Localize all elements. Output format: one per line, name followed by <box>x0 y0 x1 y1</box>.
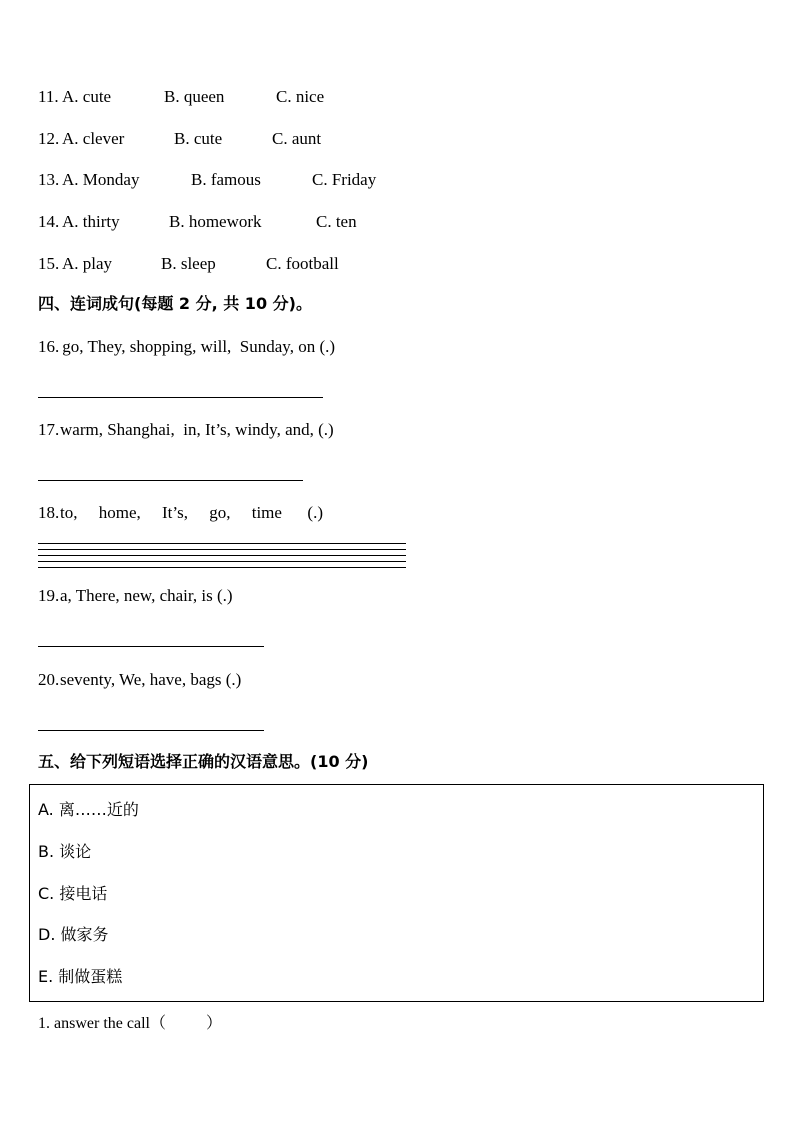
answer-line[interactable] <box>38 567 406 568</box>
scrambled-words: to, home, It’s, go, time (.) <box>60 503 324 522</box>
option-c: C. nice <box>276 87 325 106</box>
question-number: 16. <box>38 337 60 356</box>
option-a-text: A. 离……近的 <box>38 800 139 819</box>
scrambled-words: a, There, new, chair, is (.) <box>60 586 233 605</box>
answer-line[interactable] <box>38 730 264 731</box>
option-a: A. play <box>62 254 113 273</box>
option-c: C. ten <box>316 212 357 231</box>
option-d-text: D. 做家务 <box>38 925 109 944</box>
answer-line[interactable] <box>38 555 406 556</box>
option-b: B. cute <box>174 129 223 148</box>
answer-line[interactable] <box>38 397 323 398</box>
question-number: 15. <box>38 254 60 273</box>
question-number: 12. <box>38 129 60 148</box>
question-number: 14. <box>38 212 60 231</box>
options-box <box>29 784 764 1002</box>
option-c: C. Friday <box>312 170 377 189</box>
answer-line[interactable] <box>38 543 406 544</box>
option-a: A. cute <box>62 87 112 106</box>
option-b: B. famous <box>191 170 261 189</box>
answer-line[interactable] <box>38 561 406 562</box>
option-c: C. football <box>266 254 339 273</box>
question-number: 20. <box>38 670 60 689</box>
answer-line[interactable] <box>38 646 264 647</box>
option-b: B. homework <box>169 212 262 231</box>
question-number: 18. <box>38 503 60 522</box>
scrambled-words: go, They, shopping, will, Sunday, on (.) <box>58 337 336 356</box>
question-number: 11. <box>38 87 59 106</box>
scrambled-words: warm, Shanghai, in, It’s, windy, and, (.) <box>60 420 334 439</box>
option-b: B. sleep <box>161 254 216 273</box>
scrambled-words: seventy, We, have, bags (.) <box>60 670 242 689</box>
question-number: 17. <box>38 420 60 439</box>
option-a: A. thirty <box>62 212 120 231</box>
option-c: C. aunt <box>272 129 322 148</box>
option-a: A. clever <box>62 129 125 148</box>
section-5-heading: 五、给下列短语选择正确的汉语意思。(10 分) <box>38 752 369 771</box>
question-number: 13. <box>38 170 60 189</box>
answer-line[interactable] <box>38 480 303 481</box>
match-item-1[interactable]: 1. answer the call（ ） <box>38 1015 222 1032</box>
section-4-heading: 四、连词成句(每题 2 分, 共 10 分)。 <box>38 294 312 313</box>
option-c-text: C. 接电话 <box>38 884 108 903</box>
option-b-text: B. 谈论 <box>38 842 92 861</box>
option-b: B. queen <box>164 87 225 106</box>
option-a: A. Monday <box>62 170 140 189</box>
answer-line[interactable] <box>38 549 406 550</box>
question-number: 19. <box>38 586 60 605</box>
option-e-text: E. 制做蛋糕 <box>38 967 123 986</box>
